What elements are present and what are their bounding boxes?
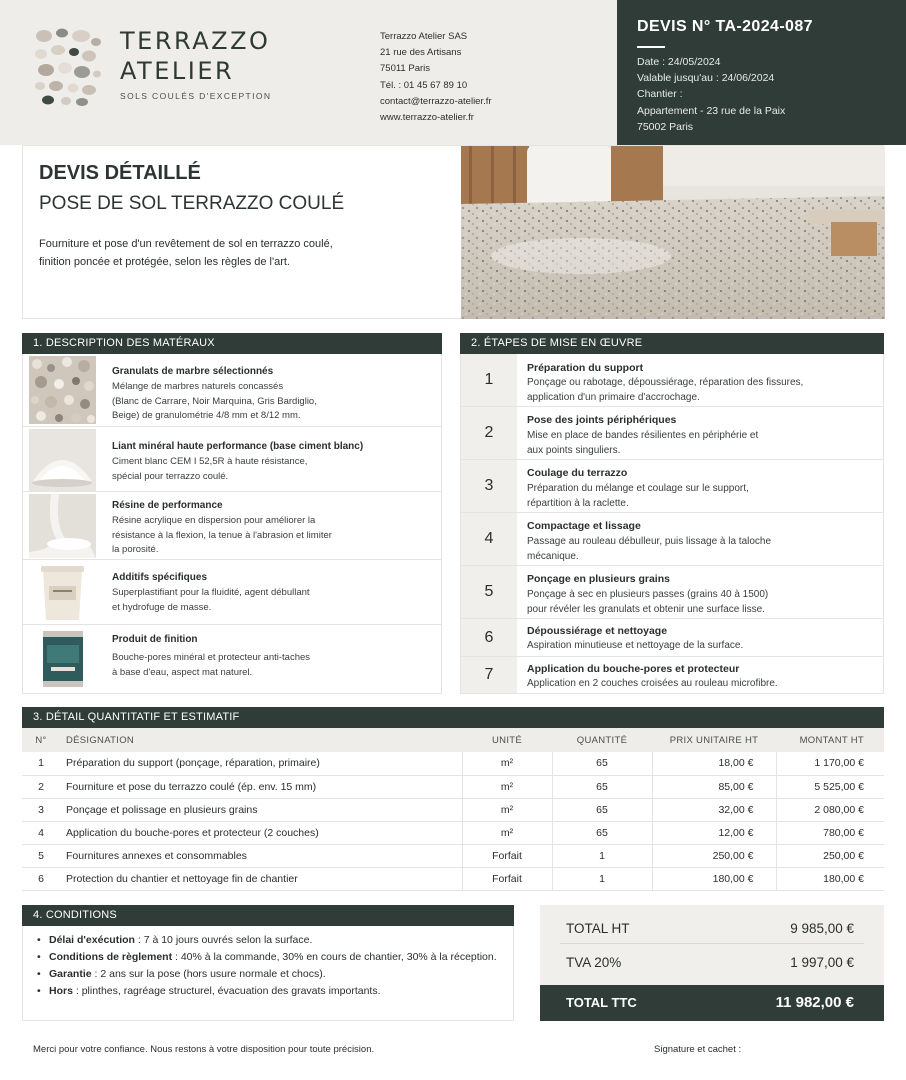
company-info	[380, 29, 492, 126]
totals-box	[540, 905, 884, 1021]
condition-text: : 2 ans sur la pose (hors usure normale et chocs).	[91, 968, 326, 980]
hero-section	[22, 145, 884, 319]
material-description	[112, 455, 432, 484]
row-amount: 1 170,00 €	[776, 752, 884, 775]
row-unit-price: 12,00 €	[652, 821, 776, 844]
step-description-line: mécanique.	[527, 550, 579, 562]
material-description-line: Ciment blanc CEM I 52,5R à haute résistance,	[112, 456, 308, 467]
divider	[560, 943, 864, 944]
step-title: Dépoussiérage et nettoyage	[527, 625, 668, 637]
total-ttc-bar	[540, 985, 884, 1021]
material-description-line: Beige) de granulométrie 4/8 mm et 8/12 mm.	[112, 410, 301, 421]
row-quantity: 1	[552, 867, 652, 890]
list-item	[37, 966, 507, 983]
row-quantity: 65	[552, 798, 652, 821]
marble-aggregates-photo	[29, 356, 96, 424]
condition-label: Délai d'exécution	[49, 934, 135, 946]
footer-message: Merci pour votre confiance. Nous restons à votre disposition pour toute précision.	[33, 1044, 375, 1055]
brand-name-line1: TERRAZZO	[120, 27, 271, 55]
material-description	[112, 586, 432, 615]
company-phone[interactable]: Tél. : 01 45 67 89 10	[380, 79, 468, 91]
step-title: Ponçage en plusieurs grains	[527, 573, 670, 585]
material-title: Granulats de marbre sélectionnés	[112, 366, 274, 377]
row-amount: 250,00 €	[776, 844, 884, 867]
row-amount: 2 080,00 €	[776, 798, 884, 821]
brand-name-line2: ATELIER	[120, 57, 235, 85]
additive-bucket-photo	[29, 562, 96, 624]
total-ttc-label: TOTAL TTC	[566, 995, 637, 1010]
site-label: Chantier :	[637, 88, 683, 101]
column-header: PRIX UNITAIRE HT	[652, 728, 776, 752]
row-designation: Protection du chantier et nettoyage fin de chantier	[60, 867, 462, 890]
row-unit-price: 180,00 €	[652, 867, 776, 890]
row-number: 6	[22, 867, 60, 890]
page-title: DEVIS DÉTAILLÉ	[39, 162, 201, 184]
material-description-line: Résine acrylique en dispersion pour améliorer la	[112, 515, 316, 526]
row-quantity: 65	[552, 752, 652, 775]
devis-info-box	[617, 0, 906, 145]
company-name: Terrazzo Atelier SAS	[380, 31, 468, 42]
step-description	[527, 639, 877, 654]
column-header: N°	[22, 728, 60, 752]
row-quantity: 1	[552, 844, 652, 867]
step-title: Préparation du support	[527, 362, 644, 374]
material-title: Produit de finition	[112, 634, 198, 645]
material-title: Additifs spécifiques	[112, 572, 208, 583]
list-item	[23, 560, 442, 625]
material-description-line: et hydrofuge de masse.	[112, 601, 212, 613]
row-number: 2	[22, 775, 60, 798]
step-description-line: Préparation du mélange et coulage sur le support,	[527, 483, 749, 494]
condition-text: : 40% à la commande, 30% en cours de chantier, 30% à la réception.	[172, 951, 497, 963]
document-header	[0, 0, 906, 145]
material-description-line: la porosité.	[112, 544, 159, 555]
step-description	[527, 535, 877, 564]
condition-label: Conditions de règlement	[49, 951, 173, 963]
list-item	[23, 625, 442, 693]
column-header: DÉSIGNATION	[60, 728, 462, 752]
resin-pour-photo	[29, 494, 96, 558]
row-unit: m²	[462, 752, 552, 775]
step-description-line: Ponçage ou rabotage, dépoussiérage, réparation des fissures,	[527, 377, 804, 388]
tva-label: TVA 20%	[566, 955, 622, 970]
page-subtitle: POSE DE SOL TERRAZZO COULÉ	[39, 193, 345, 214]
row-unit: m²	[462, 821, 552, 844]
total-ht-value: 9 985,00 €	[790, 921, 854, 936]
table-row	[22, 821, 884, 844]
row-number: 4	[22, 821, 60, 844]
row-amount: 5 525,00 €	[776, 775, 884, 798]
step-title: Application du bouche-pores et protecteur	[527, 663, 740, 675]
conditions-section	[22, 926, 514, 1021]
material-description-line: Bouche-pores minéral et protecteur anti-taches	[112, 652, 311, 663]
step-title: Coulage du terrazzo	[527, 467, 628, 479]
row-designation: Fourniture et pose du terrazzo coulé (ép. env. 15 mm)	[60, 775, 462, 798]
column-header: MONTANT HT	[776, 728, 884, 752]
list-item	[37, 949, 507, 966]
row-quantity: 65	[552, 775, 652, 798]
column-header: QUANTITÉ	[552, 728, 652, 752]
step-number: 2	[461, 407, 517, 459]
table-header-row	[22, 728, 884, 752]
material-description-line: (Blanc de Carrare, Noir Marquina, Gris Bardiglio,	[112, 395, 317, 407]
site-city: 75002 Paris	[637, 120, 694, 133]
table-row	[22, 775, 884, 798]
material-description-line: résistance à la flexion, la tenue à l'abrasion et limiter	[112, 529, 332, 541]
list-item	[37, 983, 507, 1000]
finish-product-can-photo	[29, 627, 96, 691]
step-number: 7	[461, 657, 517, 693]
hero-description	[39, 235, 333, 271]
row-unit-price: 85,00 €	[652, 775, 776, 798]
condition-label: Garantie	[49, 968, 92, 980]
row-number: 3	[22, 798, 60, 821]
row-designation: Préparation du support (ponçage, réparation, primaire)	[60, 752, 462, 775]
material-description-line: spécial pour terrazzo coulé.	[112, 470, 229, 482]
divider	[637, 46, 665, 48]
quantities-heading: 3. DÉTAIL QUANTITATIF ET ESTIMATIF	[22, 707, 884, 728]
materials-list	[22, 354, 442, 694]
material-description	[112, 651, 432, 680]
company-address: 21 rue des Artisans	[380, 47, 462, 59]
list-item	[461, 657, 884, 694]
material-description	[112, 514, 432, 558]
condition-text: : 7 à 10 jours ouvrés selon la surface.	[134, 934, 313, 946]
row-unit: m²	[462, 798, 552, 821]
step-description-line: répartition à la raclette.	[527, 497, 629, 509]
company-email[interactable]: contact@terrazzo-atelier.fr	[380, 95, 492, 107]
condition-text: : plinthes, ragréage structurel, évacuation des gravats importants.	[72, 985, 381, 997]
list-item	[461, 513, 884, 566]
terrazzo-floor-photo	[461, 146, 885, 319]
step-title: Compactage et lissage	[527, 520, 641, 532]
devis-validity: Valable jusqu'au : 24/06/2024	[637, 72, 775, 85]
row-unit-price: 18,00 €	[652, 752, 776, 775]
list-item	[461, 407, 884, 460]
row-amount: 780,00 €	[776, 821, 884, 844]
material-description	[112, 380, 432, 424]
row-quantity: 65	[552, 821, 652, 844]
total-ttc-value: 11 982,00 €	[775, 994, 854, 1011]
step-number: 5	[461, 566, 517, 618]
list-item	[461, 619, 884, 657]
step-title: Pose des joints périphériques	[527, 414, 677, 426]
devis-date: Date : 24/05/2024	[637, 56, 721, 68]
terrazzo-pebbles-logo	[34, 28, 102, 106]
step-description	[527, 588, 877, 617]
tva-value: 1 997,00 €	[790, 955, 854, 970]
quantities-table	[22, 728, 884, 891]
condition-label: Hors	[49, 985, 73, 997]
step-number: 6	[461, 619, 517, 656]
step-number: 1	[461, 354, 517, 406]
total-ht-label: TOTAL HT	[566, 921, 630, 936]
list-item	[23, 354, 442, 427]
row-unit-price: 32,00 €	[652, 798, 776, 821]
table-row	[22, 867, 884, 890]
row-unit: m²	[462, 775, 552, 798]
company-city: 75011 Paris	[380, 63, 430, 75]
row-number: 5	[22, 844, 60, 867]
step-description	[527, 482, 877, 511]
hero-description-line: Fourniture et pose d'un revêtement de sol en terrazzo coulé,	[39, 238, 333, 250]
devis-number: DEVIS N° TA-2024-087	[637, 18, 813, 35]
step-description	[527, 429, 877, 458]
row-unit: Forfait	[462, 844, 552, 867]
material-title: Résine de performance	[112, 500, 223, 511]
step-number: 3	[461, 460, 517, 512]
conditions-list	[37, 932, 507, 1000]
step-description-line: aux points singuliers.	[527, 444, 621, 456]
row-unit: Forfait	[462, 867, 552, 890]
list-item	[461, 460, 884, 513]
steps-heading: 2. ÉTAPES DE MISE EN ŒUVRE	[460, 333, 884, 354]
step-description-line: Passage au rouleau débulleur, puis lissage à la taloche	[527, 536, 772, 547]
steps-list	[460, 354, 884, 694]
material-description-line: à base d'eau, aspect mat naturel.	[112, 666, 253, 678]
step-description-line: Aspiration minutieuse et nettoyage de la surface.	[527, 640, 744, 651]
list-item	[23, 492, 442, 560]
company-website[interactable]: www.terrazzo-atelier.fr	[380, 112, 474, 124]
step-description-line: Application en 2 couches croisées au rouleau microfibre.	[527, 678, 778, 689]
list-item	[461, 566, 884, 619]
hero-description-line: finition poncée et protégée, selon les règles de l'art.	[39, 256, 290, 268]
site-address: Appartement - 23 rue de la Paix	[637, 104, 786, 117]
material-description-line: Superplastifiant pour la fluidité, agent débullant	[112, 587, 310, 598]
material-description-line: Mélange de marbres naturels concassés	[112, 381, 284, 392]
step-description-line: pour révéler les granulats et obtenir une surface lisse.	[527, 603, 765, 615]
step-description	[527, 677, 877, 692]
table-row	[22, 844, 884, 867]
list-item	[23, 427, 442, 492]
brand-tagline: SOLS COULÉS D'EXCEPTION	[120, 91, 272, 101]
row-designation: Ponçage et polissage en plusieurs grains	[60, 798, 462, 821]
row-number: 1	[22, 752, 60, 775]
conditions-heading: 4. CONDITIONS	[22, 905, 514, 926]
row-unit-price: 250,00 €	[652, 844, 776, 867]
material-title: Liant minéral haute performance (base ciment blanc)	[112, 441, 364, 452]
signature-label: Signature et cachet :	[654, 1044, 742, 1055]
step-description	[527, 376, 877, 405]
step-description-line: Ponçage à sec en plusieurs passes (grains 40 à 1500)	[527, 589, 769, 600]
list-item	[37, 932, 507, 949]
row-designation: Fournitures annexes et consommables	[60, 844, 462, 867]
step-description-line: Mise en place de bandes résilientes en périphérie et	[527, 430, 759, 441]
table-row	[22, 798, 884, 821]
table-row	[22, 752, 884, 775]
white-cement-photo	[29, 429, 96, 491]
devis-details	[637, 54, 785, 135]
step-number: 4	[461, 513, 517, 565]
row-amount: 180,00 €	[776, 867, 884, 890]
materials-heading: 1. DESCRIPTION DES MATÉRAUX	[22, 333, 442, 354]
row-designation: Application du bouche-pores et protecteur (2 couches)	[60, 821, 462, 844]
list-item	[461, 354, 884, 407]
column-header: UNITÉ	[462, 728, 552, 752]
step-description-line: application d'un primaire d'accrochage.	[527, 391, 700, 403]
